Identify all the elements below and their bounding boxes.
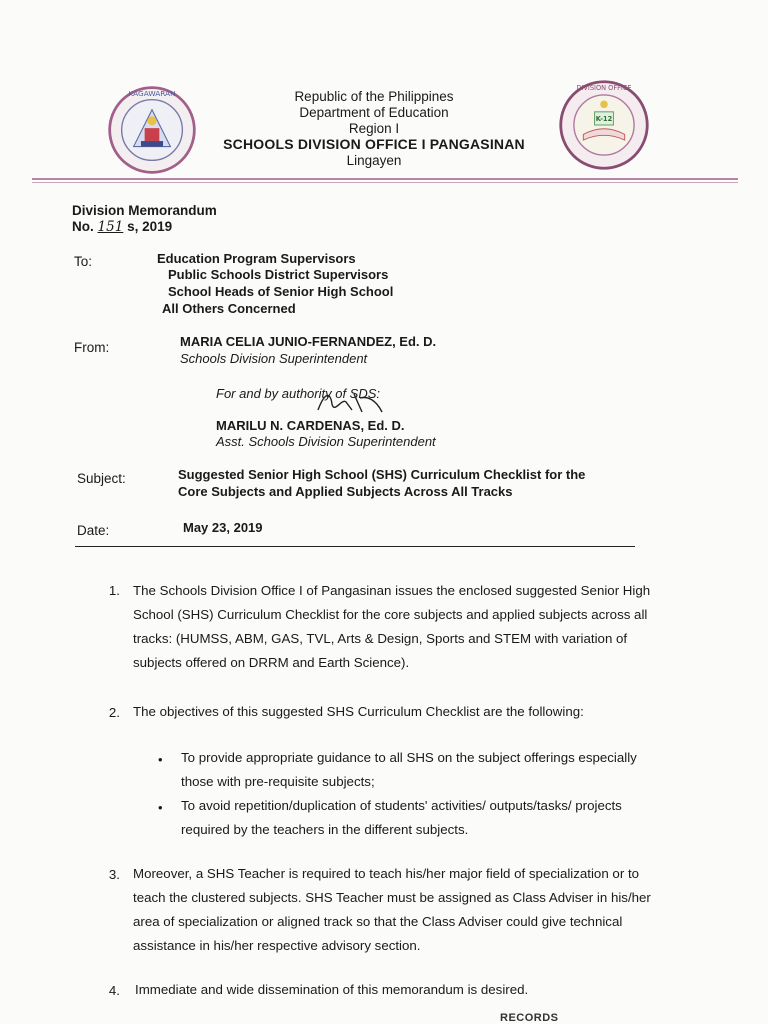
paragraph-line: The Schools Division Office I of Pangasinan issues the enclosed suggested Senior High	[133, 583, 651, 598]
memo-number-label: No.	[72, 219, 94, 234]
bullet-line: required by the teachers in the different subjects.	[181, 822, 469, 837]
from-authority: For and by authority of SDS:	[216, 386, 381, 401]
records-stamp: RECORDS	[500, 1012, 559, 1024]
bullet-icon: •	[158, 800, 163, 815]
paragraph-line: The objectives of this suggested SHS Curriculum Checklist are the following:	[133, 704, 584, 719]
letterhead-office: SCHOOLS DIVISION OFFICE I PANGASINAN	[223, 136, 525, 152]
signature-icon	[312, 384, 386, 418]
to-line: All Others Concerned	[162, 301, 296, 316]
bullet-icon: •	[158, 752, 163, 767]
paragraph-number: 3.	[108, 867, 120, 882]
paragraph-line: tracks: (HUMSS, ABM, GAS, TVL, Arts & Design, Sports and STEM with variation of	[133, 631, 628, 646]
paragraph-line: teach the clustered subjects. SHS Teacher must be assigned as Class Adviser in his/her	[133, 890, 651, 905]
memo-number-value: 151	[97, 219, 124, 235]
to-label: To:	[74, 254, 93, 269]
paragraph-number: 1.	[108, 583, 120, 598]
svg-text:K-12: K-12	[595, 115, 613, 124]
to-line: Public Schools District Supervisors	[168, 267, 389, 282]
letterhead-city: Lingayen	[346, 153, 402, 168]
svg-text:KAGAWARAN: KAGAWARAN	[128, 88, 176, 98]
letterhead-region: Region I	[348, 121, 400, 136]
subject-line: Suggested Senior High School (SHS) Curriculum Checklist for the	[178, 467, 586, 482]
paragraph-number: 4.	[108, 983, 120, 998]
date-value: May 23, 2019	[183, 520, 263, 535]
from-label: From:	[74, 340, 110, 355]
letterhead-republic: Republic of the Philippines	[294, 89, 454, 104]
letterhead-department: Department of Education	[299, 105, 449, 120]
paragraph-line: assistance in his/her respective advisory section.	[133, 938, 421, 953]
from-name: MARIA CELIA JUNIO-FERNANDEZ, Ed. D.	[180, 334, 437, 349]
date-label: Date:	[77, 523, 110, 538]
subject-line: Core Subjects and Applied Subjects Across All Tracks	[178, 484, 513, 499]
letterhead-divider-thin	[32, 182, 738, 183]
paragraph-line: School (SHS) Curriculum Checklist for the core subjects and applied subjects across all	[133, 607, 648, 622]
letterhead-divider	[32, 178, 738, 180]
paragraph-line: area of specialization or aligned track so that the Class Adviser could give technical	[133, 914, 623, 929]
memo-title: Division Memorandum	[72, 203, 217, 218]
from-position: Schools Division Superintendent	[180, 351, 368, 366]
header-rule	[75, 546, 635, 547]
subject-label: Subject:	[77, 471, 126, 486]
paragraph-line: subjects offered on DRRM and Earth Science).	[133, 655, 410, 670]
memo-number	[72, 219, 172, 235]
bullet-line: To avoid repetition/duplication of students' activities/ outputs/tasks/ projects	[181, 798, 622, 813]
from-position-2: Asst. Schools Division Superintendent	[216, 434, 436, 449]
paragraph-line: Moreover, a SHS Teacher is required to teach his/her major field of specialization or to	[133, 866, 640, 881]
svg-text:DIVISION OFFICE: DIVISION OFFICE	[576, 84, 632, 93]
to-line: Education Program Supervisors	[157, 251, 356, 266]
to-line: School Heads of Senior High School	[168, 284, 394, 299]
paragraph-line: Immediate and wide dissemination of this memorandum is desired.	[135, 982, 529, 997]
from-name-2: MARILU N. CARDENAS, Ed. D.	[216, 418, 405, 433]
memo-series: s, 2019	[127, 219, 173, 234]
paragraph-number: 2.	[108, 705, 120, 720]
bullet-line: To provide appropriate guidance to all SHS on the subject offerings especially	[181, 750, 637, 765]
bullet-line: those with pre-requisite subjects;	[181, 774, 375, 789]
